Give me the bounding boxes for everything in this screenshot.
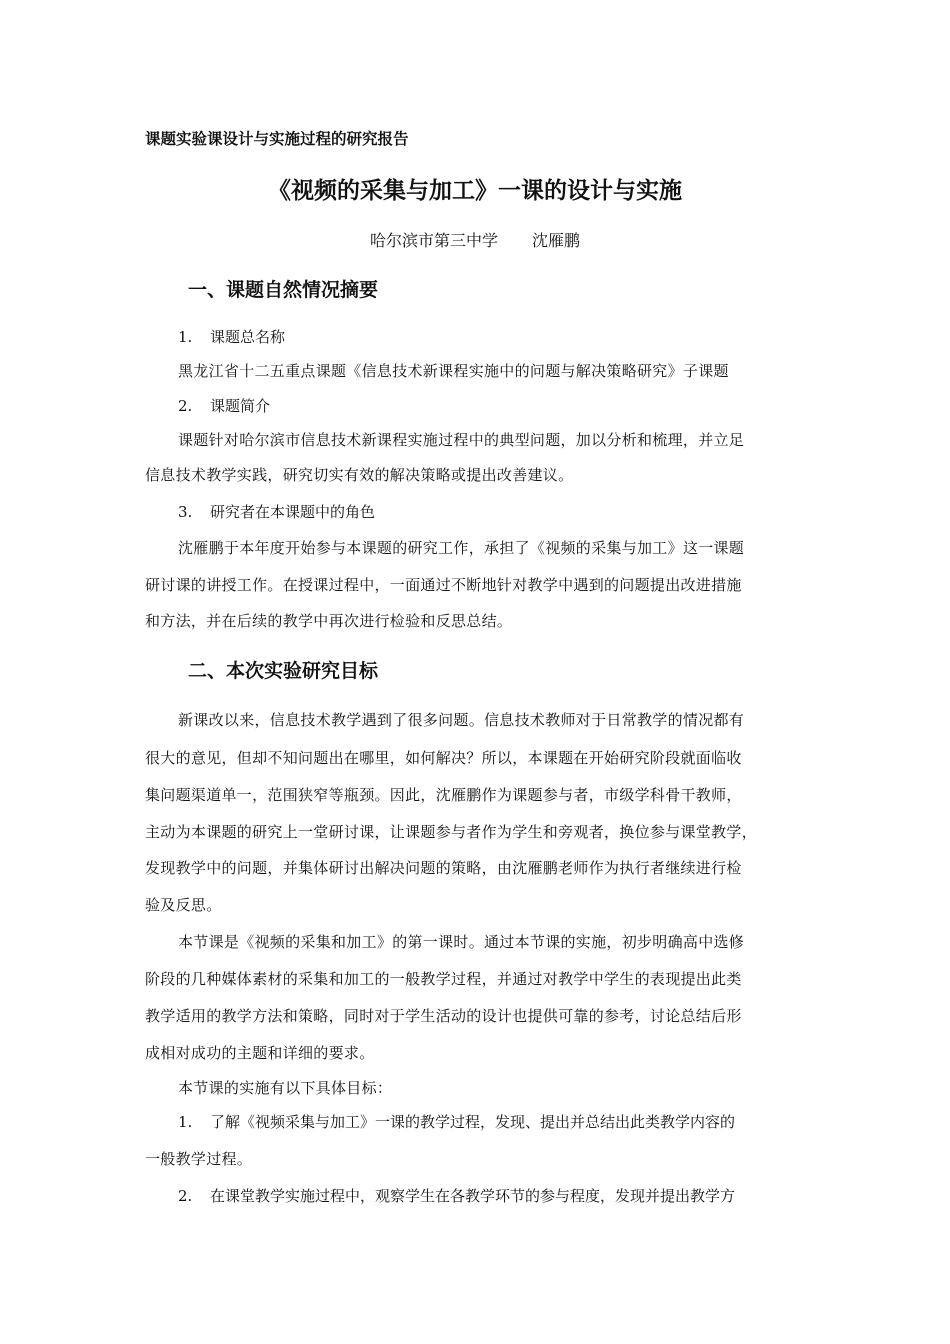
author-line [0, 228, 950, 251]
text-line: 和方法，并在后续的教学中再次进行检验和反思总结。 [145, 612, 513, 630]
goal-number: 1. [178, 1113, 193, 1131]
goal-text: 在课堂教学实施过程中，观察学生在各教学环节的参与程度，发现并提出教学方 [210, 1187, 736, 1205]
goal-item [178, 1111, 735, 1132]
report-title: 课题实验课设计与实施过程的研究报告 [145, 130, 409, 148]
text-line: 研讨课的讲授工作。在授课过程中，一面通过不断地针对教学中遇到的问题提出改进措施 [145, 576, 742, 594]
text-line: 本节课的实施有以下具体目标： [178, 1079, 393, 1097]
list-item-heading [178, 326, 285, 347]
text-line: 课题针对哈尔滨市信息技术新课程实施过程中的典型问题，加以分析和梳理，并立足 [178, 431, 745, 449]
list-item-heading [178, 501, 375, 522]
section-heading: 二、本次实验研究目标 [188, 660, 379, 682]
item-title: 课题总名称 [210, 328, 286, 346]
text-line: 集问题渠道单一，范围狭窄等瓶颈。因此，沈雁鹏作为课题参与者，市级学科骨干教师， [145, 786, 742, 804]
author-name: 沈雁鹏 [532, 231, 581, 250]
text-line: 很大的意见，但却不知问题出在哪里，如何解决？所以，本课题在开始研究阶段就面临收 [145, 749, 742, 767]
goal-text: 了解《视频采集与加工》一课的教学过程，发现、提出并总结出此类教学内容的 [210, 1113, 736, 1131]
text-line: 新课改以来，信息技术教学遇到了很多问题。信息技术教师对于日常教学的情况都有 [178, 711, 745, 729]
item-number: 2. [178, 397, 193, 415]
text-line: 沈雁鹏于本年度开始参与本课题的研究工作，承担了《视频的采集与加工》这一课题 [178, 539, 745, 557]
text-line: 教学适用的教学方法和策略，同时对于学生活动的设计也提供可靠的参考，讨论总结后形 [145, 1007, 742, 1025]
goal-number: 2. [178, 1187, 193, 1205]
item-number: 3. [178, 503, 193, 521]
text-line: 一般教学过程。 [145, 1150, 253, 1168]
section-heading: 一、课题自然情况摘要 [188, 279, 379, 301]
text-line: 发现教学中的问题，并集体研讨出解决问题的策略，由沈雁鹏老师作为执行者继续进行检 [145, 859, 742, 877]
text-line: 主动为本课题的研究上一堂研讨课，让课题参与者作为学生和旁观者，换位参与课堂教学， [145, 823, 758, 841]
author-school: 哈尔滨市第三中学 [369, 231, 498, 250]
item-title: 课题简介 [210, 397, 271, 415]
text-line: 信息技术教学实践，研究切实有效的解决策略或提出改善建议。 [145, 466, 574, 484]
main-title: 《视频的采集与加工》一课的设计与实施 [268, 178, 682, 204]
item-title: 研究者在本课题中的角色 [210, 503, 376, 521]
text-line: 成相对成功的主题和详细的要求。 [145, 1044, 375, 1062]
text-line: 本节课是《视频的采集和加工》的第一课时。通过本节课的实施，初步明确高中选修 [178, 933, 745, 951]
text-line: 验及反思。 [145, 896, 222, 914]
item-number: 1. [178, 328, 193, 346]
text-line: 黑龙江省十二五重点课题《信息技术新课程实施中的问题与解决策略研究》子课题 [178, 362, 729, 380]
text-line: 阶段的几种媒体素材的采集和加工的一般教学过程，并通过对教学中学生的表现提出此类 [145, 970, 742, 988]
list-item-heading [178, 395, 270, 416]
goal-item [178, 1185, 735, 1206]
